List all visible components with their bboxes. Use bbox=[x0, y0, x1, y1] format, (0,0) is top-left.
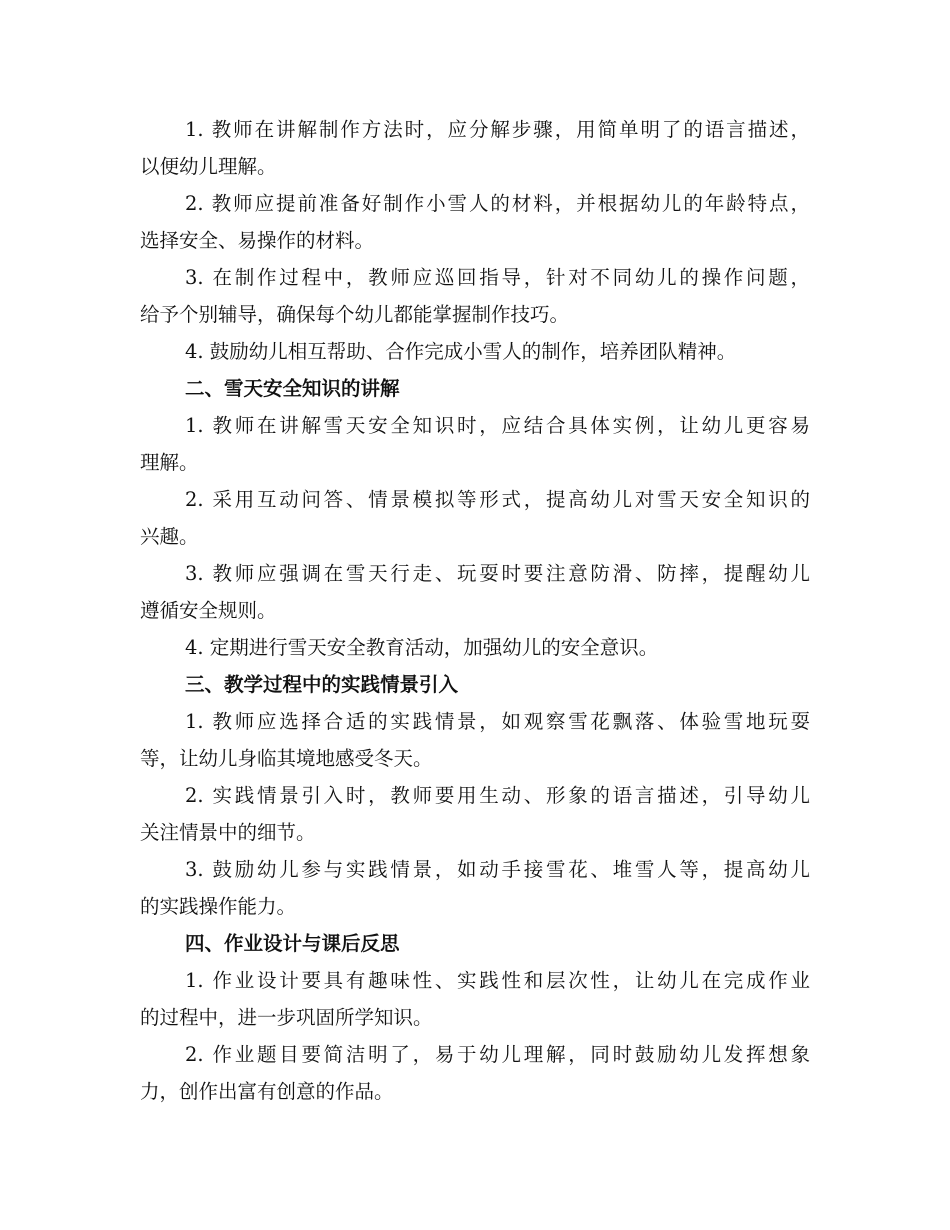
section-heading bbox=[140, 370, 810, 407]
text-line: 2. 采用互动问答、情景模拟等形式，提高幼儿对雪天安全知识的 bbox=[185, 488, 810, 511]
text-line: 力，创作出富有创意的作品。 bbox=[140, 1080, 394, 1103]
text-line: 三、教学过程中的实践情景引入 bbox=[185, 673, 459, 696]
text-line: 遵循安全规则。 bbox=[140, 599, 277, 622]
list-item bbox=[140, 777, 810, 851]
text-line: 兴趣。 bbox=[140, 525, 199, 548]
text-line: 2. 实践情景引入时，教师要用生动、形象的语言描述，引导幼儿 bbox=[185, 784, 810, 807]
text-line: 四、作业设计与课后反思 bbox=[185, 932, 400, 955]
text-line: 给予个别辅导，确保每个幼儿都能掌握制作技巧。 bbox=[140, 303, 570, 326]
document-body bbox=[140, 111, 810, 1110]
list-item bbox=[140, 962, 810, 1036]
list-item bbox=[140, 851, 810, 925]
text-line: 2. 作业题目要简洁明了，易于幼儿理解，同时鼓励幼儿发挥想象 bbox=[185, 1043, 810, 1066]
text-line: 1. 教师应选择合适的实践情景，如观察雪花飘落、体验雪地玩耍 bbox=[185, 710, 810, 733]
list-item bbox=[140, 481, 810, 555]
text-line: 关注情景中的细节。 bbox=[140, 821, 316, 844]
text-line: 的实践操作能力。 bbox=[140, 895, 297, 918]
list-item bbox=[140, 629, 810, 666]
list-item bbox=[140, 185, 810, 259]
list-item bbox=[140, 407, 810, 481]
text-line: 3. 教师应强调在雪天行走、玩耍时要注意防滑、防摔，提醒幼儿 bbox=[185, 562, 810, 585]
text-line: 以便幼儿理解。 bbox=[140, 155, 277, 178]
text-line: 等，让幼儿身临其境地感受冬天。 bbox=[140, 747, 433, 770]
text-line: 1. 教师在讲解雪天安全知识时，应结合具体实例，让幼儿更容易 bbox=[185, 414, 810, 437]
text-line: 4. 鼓励幼儿相互帮助、合作完成小雪人的制作，培养团队精神。 bbox=[185, 340, 737, 363]
list-item bbox=[140, 259, 810, 333]
text-line: 1. 作业设计要具有趣味性、实践性和层次性，让幼儿在完成作业 bbox=[185, 969, 810, 992]
text-line: 二、雪天安全知识的讲解 bbox=[185, 377, 400, 400]
section-heading bbox=[140, 925, 810, 962]
text-line: 2. 教师应提前准备好制作小雪人的材料，并根据幼儿的年龄特点， bbox=[185, 192, 810, 215]
text-line: 选择安全、易操作的材料。 bbox=[140, 229, 375, 252]
list-item bbox=[140, 333, 810, 370]
list-item bbox=[140, 111, 810, 185]
text-line: 4. 定期进行雪天安全教育活动，加强幼儿的安全意识。 bbox=[185, 636, 659, 659]
list-item bbox=[140, 1036, 810, 1110]
text-line: 的过程中，进一步巩固所学知识。 bbox=[140, 1006, 433, 1029]
section-heading bbox=[140, 666, 810, 703]
list-item bbox=[140, 555, 810, 629]
text-line: 1. 教师在讲解制作方法时，应分解步骤，用简单明了的语言描述， bbox=[185, 118, 810, 141]
list-item bbox=[140, 703, 810, 777]
text-line: 3. 鼓励幼儿参与实践情景，如动手接雪花、堆雪人等，提高幼儿 bbox=[185, 858, 810, 881]
text-line: 理解。 bbox=[140, 451, 199, 474]
text-line: 3. 在制作过程中，教师应巡回指导，针对不同幼儿的操作问题， bbox=[185, 266, 810, 289]
